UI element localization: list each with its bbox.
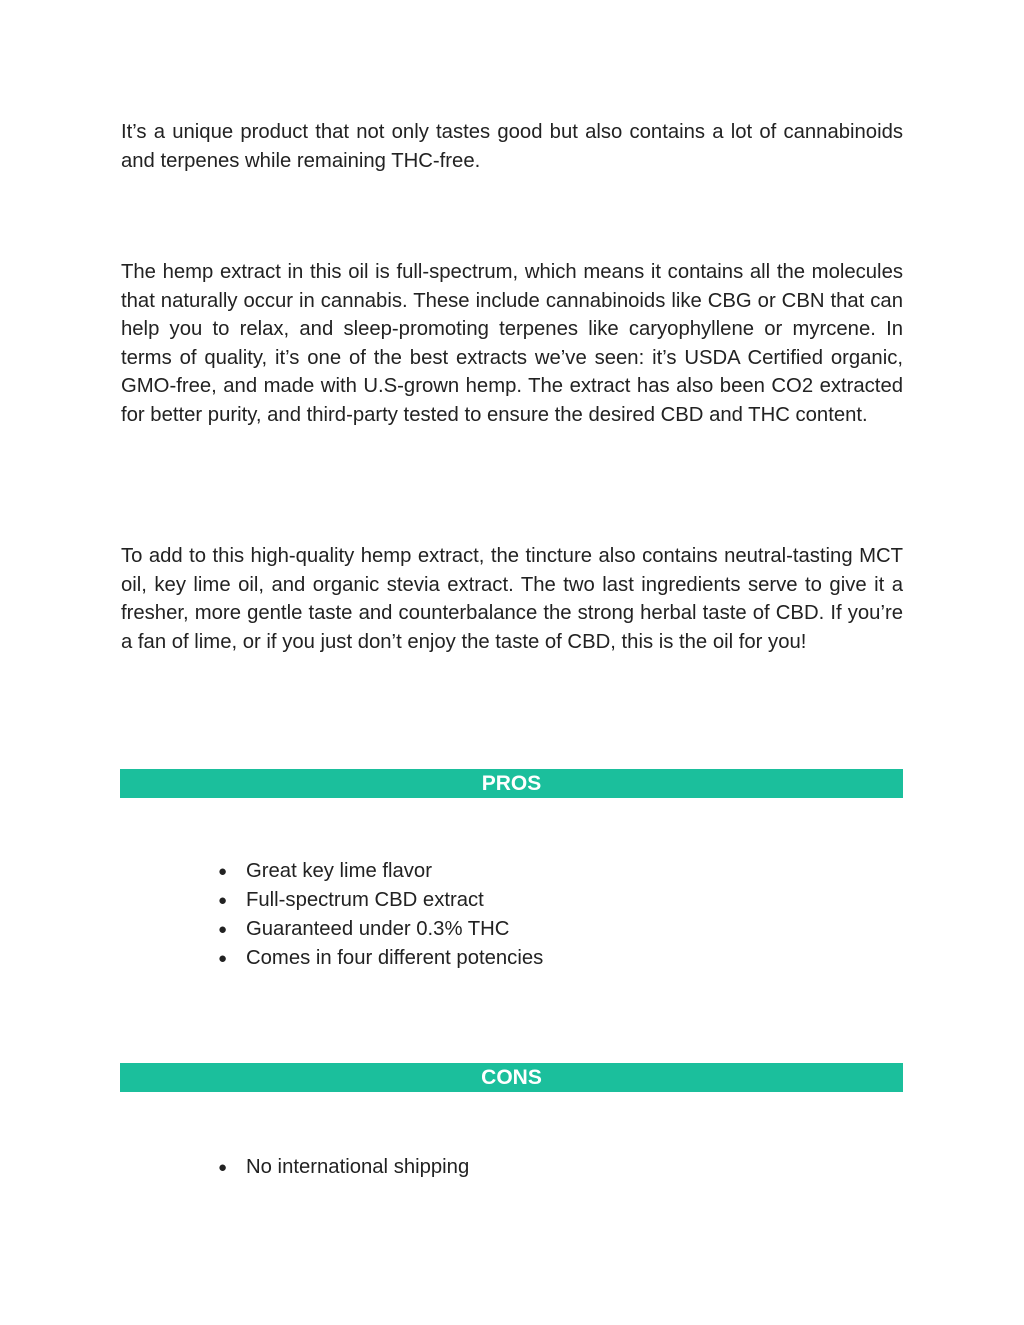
cons-list xyxy=(0,1153,469,1182)
bullet-icon: ● xyxy=(218,1159,228,1176)
paragraph-intro: It’s a unique product that not only tastes good but also contains a lot of cannabinoids and terpenes while remaining THC-free. xyxy=(121,121,903,172)
paragraph-ingredients: To add to this high-quality hemp extract, the tincture also contains neutral-tasting MCT oil, key lime oil, and organic stevia extract. The two last ingredients serve to give it a fresher, more gentle taste and counterbalance the strong herbal taste of CBD. If you’re a fan of lime, or if you just don’t enjoy the taste of CBD, this is the oil for you! xyxy=(121,545,903,653)
list-item xyxy=(0,857,543,886)
bullet-icon: ● xyxy=(218,863,228,880)
pros-list xyxy=(0,857,543,973)
pros-heading: PROS xyxy=(120,769,903,798)
list-item xyxy=(0,915,543,944)
bullet-icon: ● xyxy=(218,892,228,909)
cons-heading: CONS xyxy=(120,1063,903,1092)
bullet-icon: ● xyxy=(218,950,228,967)
pros-item-text: Comes in four different potencies xyxy=(246,947,544,969)
list-item xyxy=(0,886,543,915)
list-item xyxy=(0,1153,469,1182)
bullet-icon: ● xyxy=(218,921,228,938)
pros-item-text: Guaranteed under 0.3% THC xyxy=(246,918,510,940)
pros-item-text: Full-spectrum CBD extract xyxy=(246,889,484,911)
list-item xyxy=(0,944,543,973)
pros-item-text: Great key lime flavor xyxy=(246,860,432,882)
paragraph-hemp-extract: The hemp extract in this oil is full-spectrum, which means it contains all the molecules that naturally occur in cannabis. These include cannabinoids like CBG or CBN that can help you to relax, and sleep-promoting terpenes like caryophyllene or myrcene. In terms of quality, it’s one of the best extracts we’ve seen: it’s USDA Certified organic, GMO-free, and made with U.S-grown hemp. The extract has also been CO2 extracted for better purity, and third-party tested to ensure the desired CBD and THC content. xyxy=(121,261,903,426)
cons-item-text: No international shipping xyxy=(246,1156,470,1178)
